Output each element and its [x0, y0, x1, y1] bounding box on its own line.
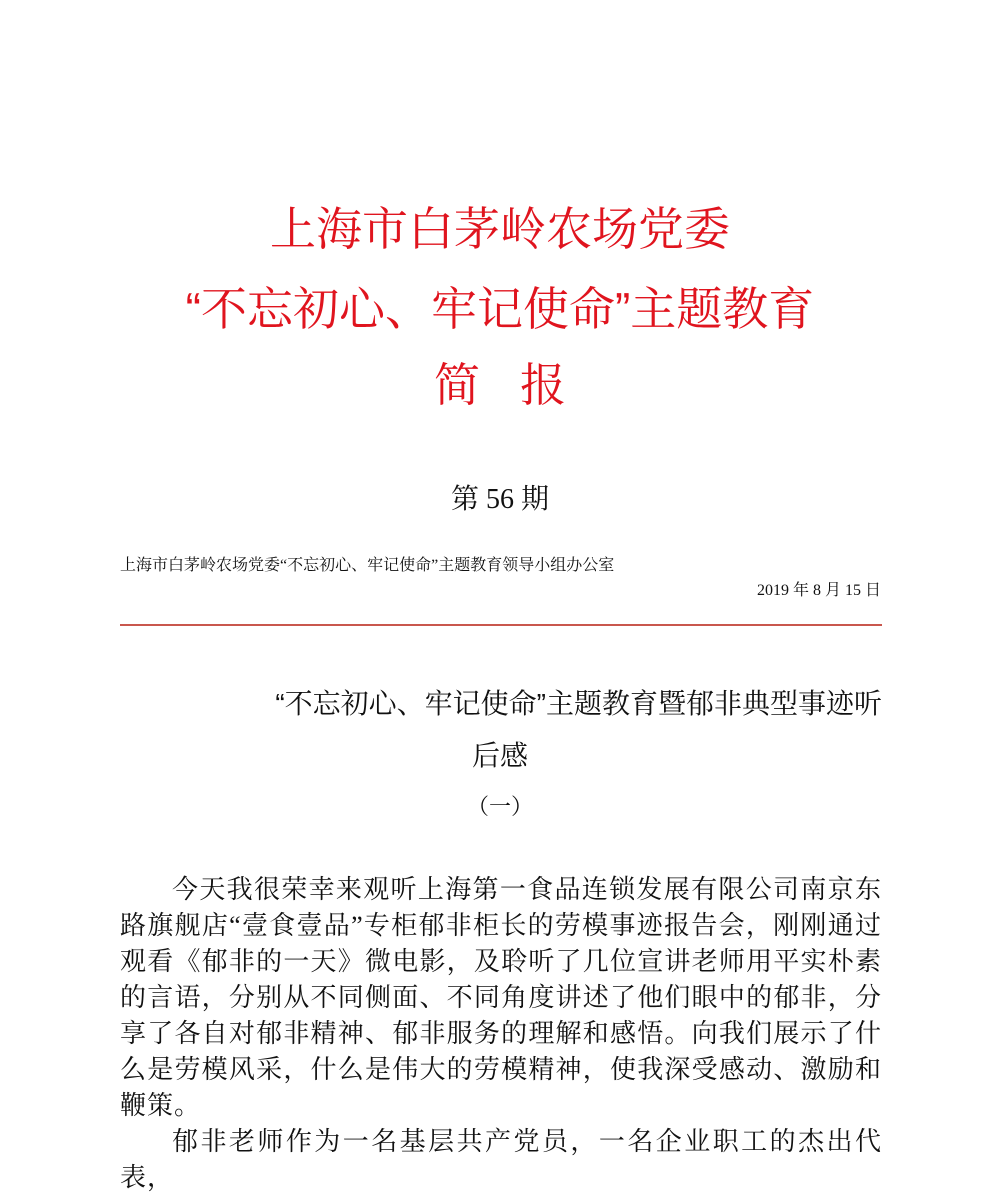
article-title-line2: 后感 [471, 740, 528, 771]
article-paragraph: 今天我很荣幸来观听上海第一食品连锁发展有限公司南京东路旗舰店“壹食壹品”专柜郁非柜长的劳模事迹报告会，刚刚通过观看《郁非的一天》微电影，及聆听了几位宣讲老师用平实朴素的言语，分别从不同侧面、不同角度讲述了他们眼中的郁非，分享了各自对郁非精神、郁非服务的理解和感悟。向我们展示了什么是劳模风采，什么是伟大的劳模精神，使我深受感动、激励和鞭策。 [120, 875, 882, 1120]
article-body [120, 872, 882, 1196]
article-subsection-number: （一） [466, 794, 533, 819]
masthead-org-title: 上海市白茅岭农场党委 [270, 203, 730, 255]
article-title-line1: “不忘初心、牢记使命”主题教育暨郁非典型事迹听 [275, 688, 882, 719]
issue-number: 第 56 期 [450, 484, 549, 515]
masthead-divider [120, 624, 882, 626]
issuing-office: 上海市白茅岭农场党委“不忘初心、牢记使命”主题教育领导小组办公室 [120, 557, 615, 574]
masthead-bulletin-label: 简报 [434, 359, 606, 411]
article-paragraph: 郁非老师作为一名基层共产党员，一名企业职工的杰出代表， [120, 1127, 882, 1192]
issue-date: 2019 年 8 月 15 日 [756, 582, 881, 599]
masthead-theme-title: “不忘初心、牢记使命”主题教育 [185, 283, 815, 335]
